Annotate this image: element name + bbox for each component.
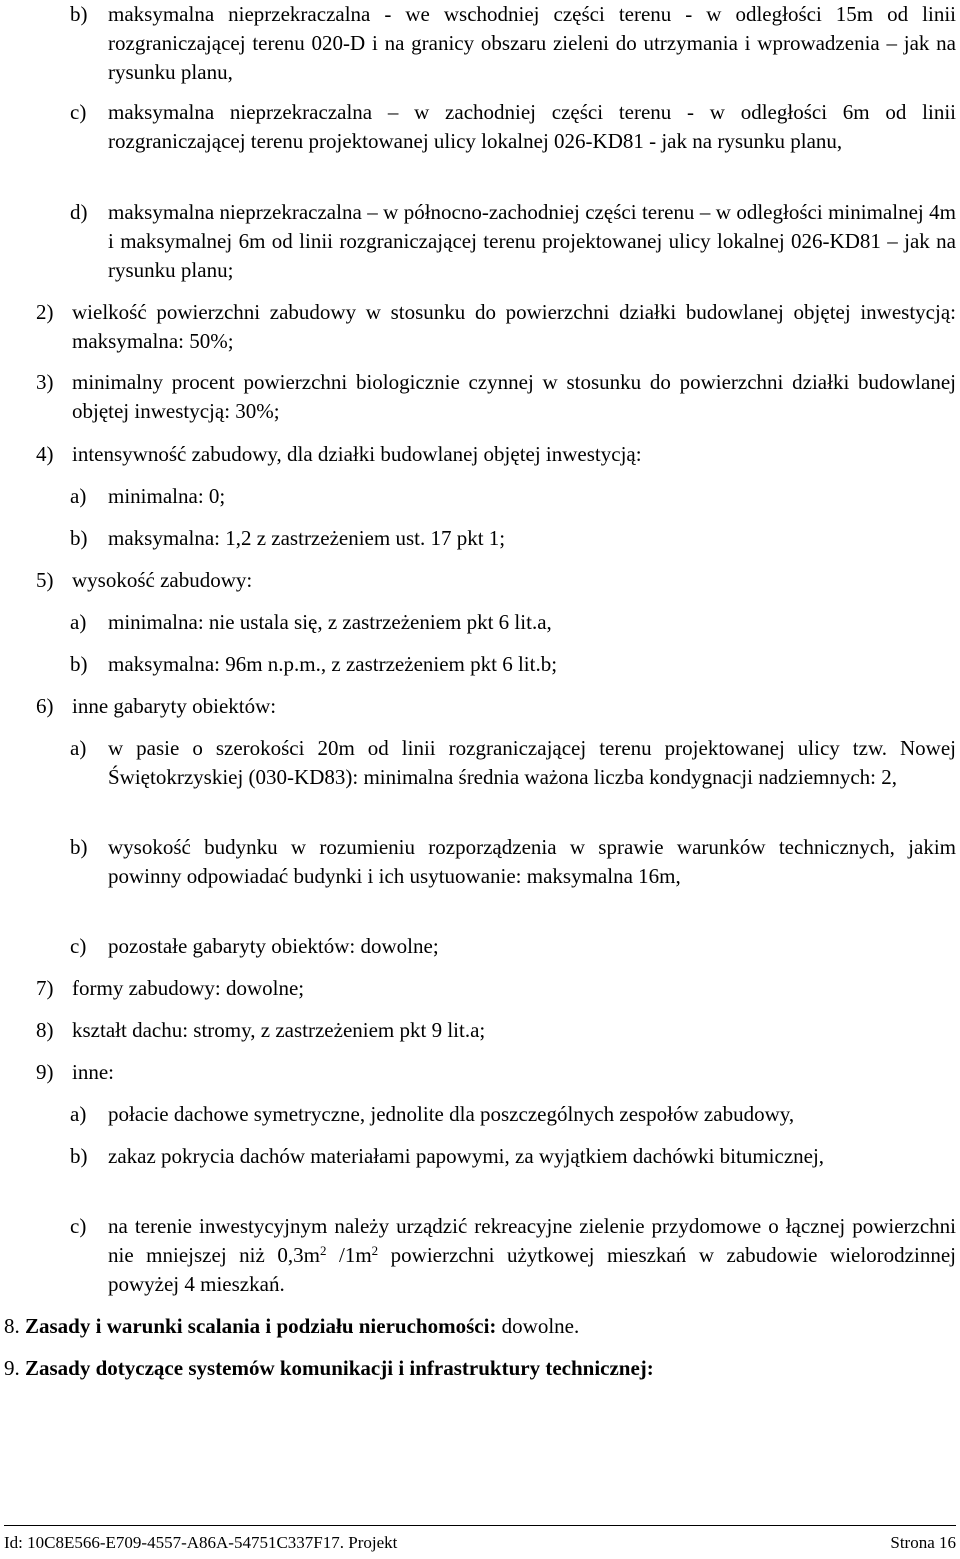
- sub-label: a): [70, 736, 87, 760]
- sub-label: b): [70, 652, 88, 676]
- sub-label: a): [70, 484, 87, 508]
- footer-document-id: Id: 10C8E566-E709-4557-A86A-54751C337F17. Projekt: [4, 1533, 398, 1552]
- point-text: intensywność zabudowy, dla działki budowlanej objętej inwestycją:: [72, 442, 642, 466]
- section-9: [4, 1354, 956, 1383]
- sub-text: maksymalna: 1,2 z zastrzeżeniem ust. 17 pkt 1;: [108, 526, 506, 550]
- point-label: 3): [36, 370, 54, 394]
- point-label: 4): [36, 442, 54, 466]
- section-number: 8.: [4, 1314, 20, 1338]
- item-text: maksymalna nieprzekraczalna - we wschodniej części terenu - w odległości 15m od linii rozgraniczającej terenu 020-D i na granicy obszaru zieleni do utrzymania i wprowadzenia – jak na rysunku planu,: [108, 2, 956, 84]
- sub-label: b): [70, 526, 88, 550]
- section-8: [4, 1312, 956, 1341]
- point-text: wielkość powierzchni zabudowy w stosunku do powierzchni działki budowlanej objętej inwestycją: maksymalna: 50%;: [72, 300, 956, 353]
- section-number: 9.: [4, 1356, 20, 1380]
- item-label: d): [70, 200, 88, 224]
- section-heading: Zasady i warunki scalania i podziału nieruchomości:: [25, 1314, 497, 1338]
- sub-text: minimalna: 0;: [108, 484, 226, 508]
- sub-text-part3: powierzchni użytkowej mieszkań w zabudowie wielorodzinnej powyżej 4 mieszkań.: [108, 1243, 956, 1296]
- superscript-2: 2: [371, 1243, 379, 1258]
- point-label: 2): [36, 300, 54, 324]
- point-text: wysokość zabudowy:: [72, 568, 253, 592]
- section-value: dowolne.: [496, 1314, 580, 1338]
- point-label: 9): [36, 1060, 54, 1084]
- point-text: inne gabaryty obiektów:: [72, 694, 277, 718]
- sub-text: minimalna: nie ustala się, z zastrzeżeniem pkt 6 lit.a,: [108, 610, 552, 634]
- footer-divider: [4, 1525, 956, 1526]
- point-label: 6): [36, 694, 54, 718]
- point-text: inne:: [72, 1060, 114, 1084]
- sub-text: wysokość budynku w rozumieniu rozporządzenia w sprawie warunków technicznych, jakim powinny odpowiadać budynki i ich usytuowanie: maksymalna 16m,: [108, 835, 956, 888]
- point-text: minimalny procent powierzchni biologicznie czynnej w stosunku do powierzchni działki budowlanej objętej inwestycją: 30%;: [72, 370, 956, 423]
- sub-text: maksymalna: 96m n.p.m., z zastrzeżeniem pkt 6 lit.b;: [108, 652, 558, 676]
- item-text: maksymalna nieprzekraczalna – w północno-zachodniej części terenu – w odległości minimalnej 4m i maksymalnej 6m od linii rozgraniczającej terenu projektowanej ulicy lokalnej 026-KD81 – jak na rysunku planu;: [108, 200, 956, 282]
- sub-text: zakaz pokrycia dachów materiałami papowymi, za wyjątkiem dachówki bitumicznej,: [108, 1144, 825, 1168]
- sub-label: a): [70, 610, 87, 634]
- sub-label: b): [70, 1144, 88, 1168]
- sub-text: w pasie o szerokości 20m od linii rozgraniczającej terenu projektowanej ulicy tzw. Nowej Świętokrzyskiej (030-KD83): minimalna średnia ważona liczba kondygnacji nadziemnych: 2,: [108, 736, 956, 789]
- point-text: formy zabudowy: dowolne;: [72, 976, 305, 1000]
- sub-label: b): [70, 835, 88, 859]
- sub-label: c): [70, 934, 87, 958]
- item-label: c): [70, 100, 87, 124]
- sub-text: [108, 1212, 956, 1299]
- item-label: b): [70, 2, 88, 26]
- sub-text: pozostałe gabaryty obiektów: dowolne;: [108, 934, 439, 958]
- point-label: 7): [36, 976, 54, 1000]
- sub-text: połacie dachowe symetryczne, jednolite dla poszczególnych zespołów zabudowy,: [108, 1102, 795, 1126]
- superscript-2: 2: [319, 1243, 327, 1258]
- footer-page-number: Strona 16: [890, 1533, 956, 1552]
- point-label: 8): [36, 1018, 54, 1042]
- point-text: kształt dachu: stromy, z zastrzeżeniem pkt 9 lit.a;: [72, 1018, 486, 1042]
- point-label: 5): [36, 568, 54, 592]
- section-heading: Zasady dotyczące systemów komunikacji i infrastruktury technicznej:: [25, 1356, 654, 1380]
- sub-label: a): [70, 1102, 87, 1126]
- item-text: maksymalna nieprzekraczalna – w zachodniej części terenu - w odległości 6m od linii rozgraniczającej terenu projektowanej ulicy lokalnej 026-KD81 - jak na rysunku planu,: [108, 100, 956, 153]
- sub-label: c): [70, 1214, 87, 1238]
- sub-text-part1: na terenie inwestycyjnym należy urządzić rekreacyjne zielenie przydomowe o łącznej powierzchni nie mniejszej niż 0,3m: [108, 1214, 956, 1267]
- sub-text-part2: /1m: [326, 1243, 372, 1267]
